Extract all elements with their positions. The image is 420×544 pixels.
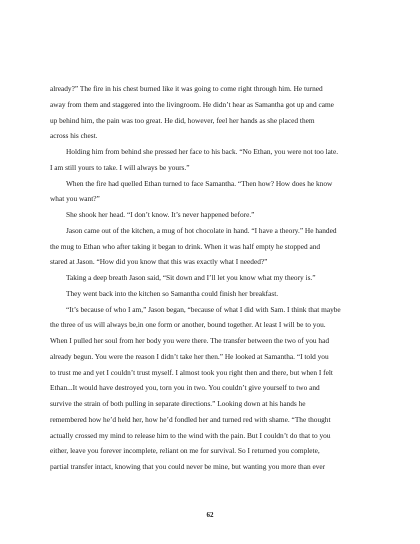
text-line: When the fire had quelled Ethan turned to face Samantha. “Then how? How does he know xyxy=(66,178,333,188)
text-line: away from them and staggered into the livingroom. He didn’t hear as Samantha got up and came xyxy=(50,99,334,109)
text-line: Jason came out of the kitchen, a mug of hot chocolate in hand. “I have a theory.” He handed xyxy=(66,225,337,235)
text-line: partial transfer intact, knowing that you could never be mine, but wanting you more than ever xyxy=(50,462,326,471)
text-line: actually crossed my mind to release him to the wind with the pain. But I couldn’t do that to you xyxy=(50,430,331,440)
text-line: Taking a deep breath Jason said, “Sit down and I’ll let you know what my theory is.” xyxy=(66,273,316,282)
text-line: the mug to Ethan who after taking it began to drink. When it was half empty he stopped and xyxy=(50,241,321,251)
text-line: what you want?” xyxy=(50,194,100,204)
text-line: survive the strain of both pulling in separate directions.” Looking down at his hands he xyxy=(50,399,306,408)
text-line: already begun. You were the reason I didn’t take her then.” He looked at Samantha. “I told you xyxy=(50,351,329,361)
body-text xyxy=(50,81,374,475)
text-line: across his chest. xyxy=(50,131,98,141)
text-line: to trust me and yet I couldn’t trust myself. I almost took you right then and there, but when I felt xyxy=(50,367,333,377)
text-line: already?” The fire in his chest burned like it was going to come right through him. He turned xyxy=(50,84,323,93)
text-line: the three of us will always be,in one form or another, bound together. At least I will be to you. xyxy=(50,320,326,330)
text-line: remembered how he’d held her, how he’d fondled her and turned red with shame. “The thought xyxy=(50,414,331,424)
text-line: stared at Jason. “How did you know that this was exactly what I needed?” xyxy=(50,257,268,267)
text-line: “It’s because of who I am,” Jason began, “because of what I did with Sam. I think that maybe xyxy=(66,304,341,314)
page-number: 62 xyxy=(206,511,214,519)
text-line: She shook her head. “I don’t know. It’s never happened before.” xyxy=(66,210,255,219)
text-line: I am still yours to take. I will always be yours.” xyxy=(50,162,190,172)
text-line: When I pulled her soul from her body you were there. The transfer between the two of you had xyxy=(50,336,330,345)
text-line: either, leave you forever incomplete, reliant on me for survival. So I returned you complete, xyxy=(50,446,320,456)
text-line: Ethan...It would have destroyed you, torn you in two. You couldn’t give yourself to two and xyxy=(50,383,320,393)
text-line: Holding him from behind she pressed her face to his back. “No Ethan, you were not too late. xyxy=(66,147,339,156)
text-line: up behind him, the pain was too great. He did, however, feel her hands as she placed them xyxy=(50,115,315,125)
text-line: They went back into the kitchen so Samantha could finish her breakfast. xyxy=(66,288,279,298)
